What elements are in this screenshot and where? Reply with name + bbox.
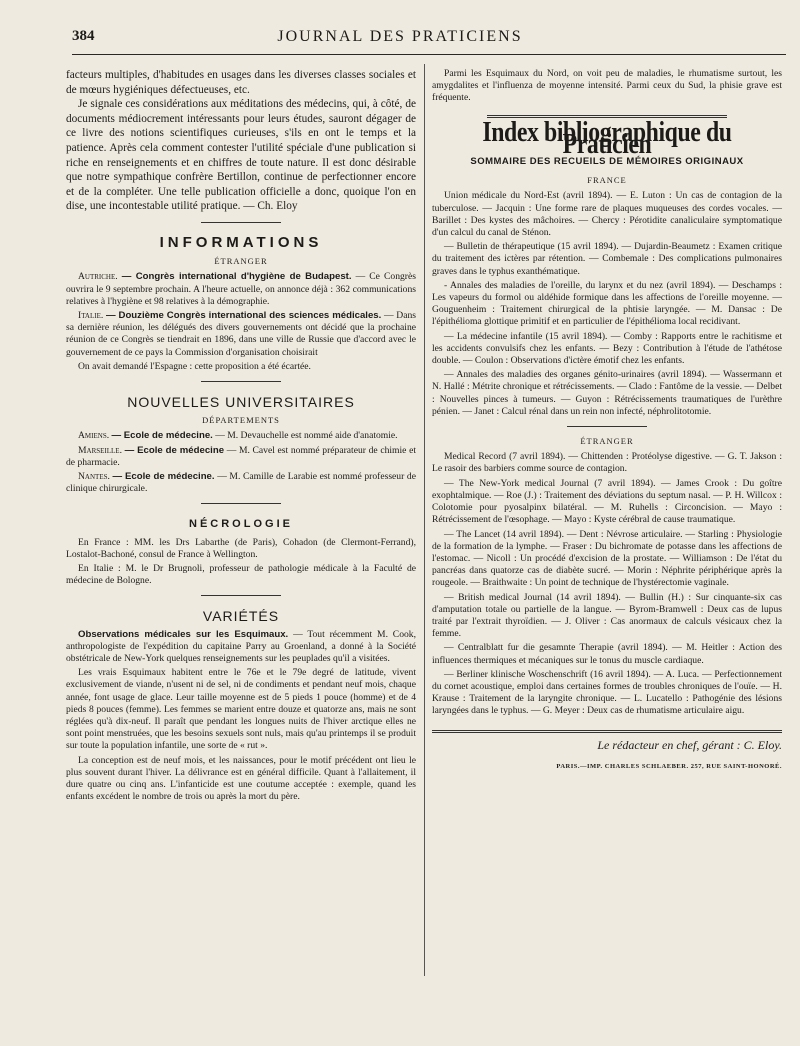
- index-entry: — British medical Journal (14 avril 1894). — Bullin (H.) : Sur cinquante-six cas d'amputation totale ou partielle de la langue. — Byrom-Bramwell : Deux cas de lupus traité par l'extrait thyroïdien. — J. Oliver : Cas anormaux de calculs vésicaux chez la femme.: [432, 591, 782, 640]
- journal-title: JOURNAL DES PRATICIENS: [277, 28, 523, 45]
- varietes-paragraph-2: Les vrais Esquimaux habitent entre le 76e et le 79e degré de latitude, vivent exclusivement de viande, n'usent ni de sel, ni de condiments et pendant neuf mois, chaque année, font usage de glace. Leur taille moyenne est de 5 pieds 1 pouce (homme) et de 4 pieds 8 pouces (femme). Les femmes se marient entre douze et quatorze ans, mais ne sont réglées qu'à dix-neuf. Il paraît que pendant les longues nuits de l'hiver arctique elles ne sont point menstruées, que les besoins sexuels sont nuls, mais qu'au printemps il se produit sur toute la population infantile, une sorte de « rut ».: [66, 667, 416, 752]
- news-autriche: Autriche. — Congrès international d'hygiène de Budapest. — Ce Congrès ouvrira le 9 septembre prochain. A l'heure actuelle, on annonce déjà : 362 communications relatives à l'hygiène et 98 relatives à la démographie.: [66, 271, 416, 307]
- index-entry: — The New-York medical Journal (7 avril 1894). — James Crook : Du goître exophtalmique. — Roe (J.) : Traitement des déviations du septum nasal. — P. H. Willcox : Colotomie pour pyosalpinx bilatéral. — M. Ruhells : Circoncision. — Mayo : Rétrécissement de l'œsophage. — Mayo : Kyste cérébral de cause traumatique.: [432, 477, 782, 526]
- necrologie-title: NÉCROLOGIE: [189, 518, 293, 531]
- editor-signature: Le rédacteur en chef, gérant : C. Eloy.: [597, 737, 782, 752]
- nouvelles-title: NOUVELLES UNIVERSITAIRES: [127, 393, 355, 410]
- sommaire-heading: SOMMAIRE DES RECUEILS DE MÉMOIRES ORIGINAUX: [470, 156, 744, 168]
- france-entries: [432, 190, 782, 418]
- section-rule: [201, 503, 281, 504]
- etranger-entries: [432, 451, 782, 717]
- informations-title: INFORMATIONS: [159, 233, 323, 251]
- index-title: Index bibliographique du Praticien: [482, 115, 732, 160]
- news-marseille: Marseille. — Ecole de médecine — M. Cavel est nommé préparateur de chimie et de pharmacie.: [66, 444, 416, 468]
- index-entry: — The Lancet (14 avril 1894). — Dent : Névrose articulaire. — Starling : Physiologie de la formation de la lymphe. — Fraser : Du bichromate de potasse dans les affections de l'estomac. — Nicoll : Un procédé d'excision de la prostate. — Williamson : De l'état du pancréas dans quatorze cas de diabète sucré. — Morin : Néphrite périphérique après la rougeole. — Braithwaite : Un point de technique de l'hystérectomie vaginale.: [432, 528, 782, 589]
- news-amiens: Amiens. — Ecole de médecine. — M. Devauchelle est nommé aide d'anatomie.: [78, 430, 398, 442]
- intro-paragraph-2: Je signale ces considérations aux méditations des médecins, qui, à côté, de documents médiocrement intéressants pour leurs études, sauront dégager de ce livre des notions scientifiques curieuses, s'ils en ont le temps et la patience. Après cela comment contester l'utilité spéciale d'une publication si riche en renseignements et en chiffres de toute nature. Il est donc désirable que notre sympathique confrère Bertillon, continue de perfectionner encore et de la compléter. Une telle publication officielle a donc, quoique l'on en dise, une incontestable utilité pratique. — Ch. Eloy: [66, 98, 416, 213]
- index-entry: — Annales des maladies des organes génito-urinaires (avril 1894). — Wassermann et N. Hallé : Métrite chronique et rétrécissements. — Clado : Fantôme de la vessie. — Delbet : Nouvelles pinces à tumeurs. — Guyon : Rétrécissements traumatiques de l'urèthre pénien. — Janet : Calcul rénal dans un rein non infecté, néphrolitotomie.: [432, 369, 782, 417]
- varietes-paragraph-3: La conception est de neuf mois, et les naissances, pour le motif précédent ont lieu le plus souvent durant l'hiver. La délivrance est en général difficile. Quant à l'allaitement, il dure quatre ou cinq ans. L'infanticide est une coutume acceptée : exemple, quand les enfants excédent le nombre de trois ou après la mort du père.: [66, 754, 416, 803]
- index-entry: Medical Record (7 avril 1894). — Chittenden : Protéolyse digestive. — G. T. Jakson : Le rasoir des barbiers comme source de contagion.: [432, 451, 782, 475]
- index-entry: — Berliner klinische Woschenschrift (16 avril 1894). — A. Luca. — Perfectionnement du cornet acoustique, emploi dans certaines formes de troubles chroniques de l'ouïe. — H. Krause : Traitement de la laryngite chronique. — L. Lucatello : Pathogénie des lésions laryngées dans le typhus. — G. Meyer : Deux cas de rhumatisme articulaire aigu.: [432, 668, 782, 717]
- necrologie-italie: En Italie : M. le Dr Brugnoli, professeur de pathologie médicale à la Faculté de médecine de Bologne.: [66, 563, 416, 587]
- section-rule: [201, 595, 281, 596]
- index-entry: — La médecine infantile (15 avril 1894). — Comby : Rapports entre le rachitisme et les accidents convulsifs chez les enfants. — Bezy : Contribution à l'étude de l'athétose double. — Coulon : Observations d'ictère émotif chez les enfants.: [432, 330, 782, 367]
- esquimaux-continuation: Parmi les Esquimaux du Nord, on voit peu de maladies, le rhumatisme surtout, les amygdalites et l'influenza de moyenne intensité. Parmi ceux du Sud, la phisie grave est fréquente.: [432, 68, 782, 104]
- printer-line: PARIS.—IMP. CHARLES SCHLAEBER. 257, RUE SAINT-HONORÉ.: [556, 762, 782, 770]
- news-italie: Italie. — Douzième Congrès international des sciences médicales. — Dans sa dernière réunion, les délégués des divers gouvernements ont décidé que la prochaine réunion de ce Congrès se tiendrait en 1896, dans une ville de Russie que d'accord avec le gouvernement de ce pays la Commission d'organisation choisirait: [66, 309, 416, 358]
- index-entry: — Centralblatt fur die gesamnte Therapie (avril 1894). — M. Heitler : Action des influences thermiques et mécaniques sur le tonus du muscle cardiaque.: [432, 642, 782, 666]
- etranger-heading: ÉTRANGER: [580, 436, 634, 447]
- intro-section: [66, 68, 416, 214]
- page-number: 384: [72, 28, 95, 44]
- left-column: [66, 68, 416, 805]
- informations-subtitle: ÉTRANGER: [214, 256, 268, 267]
- varietes-title: VARIÉTÉS: [202, 608, 280, 625]
- header-rule: [72, 54, 786, 55]
- column-divider: [424, 64, 425, 976]
- section-rule: [201, 222, 281, 223]
- section-rule: [567, 426, 647, 427]
- nouvelles-subtitle: DÉPARTEMENTS: [202, 415, 280, 426]
- news-nantes: Nantes. — Ecole de médecine. — M. Camille de Larabie est nommé professeur de clinique chirurgicale.: [66, 470, 416, 495]
- intro-paragraph-1: facteurs multiples, d'habitudes en usages dans les diverses classes sociales et de mœurs hygiéniques défectueuses, etc.: [66, 69, 416, 96]
- right-column: [432, 68, 782, 773]
- varietes-paragraph-1: Observations médicales sur les Esquimaux. — Tout récemment M. Cook, anthropologiste de l'expédition du capitaine Parry au Groenland, a donné à la Société obstétricale de New-York quelques renseignements sur les peuplades qu'il a visitées.: [66, 628, 416, 665]
- index-entry: - Annales des maladies de l'oreille, du larynx et du nez (avril 1894). — Deschamps : Les vapeurs du formol ou aldéhide formique dans les affections de l'oreille moyenne. — Gouguenheim : Traitement chirurgical de la phtisie laryngée. — M. Dansac : De l'épithélioma glottique primitif et en particulier de l'épithélioma local recidivant.: [432, 279, 782, 328]
- footer-rule: [432, 730, 782, 733]
- section-rule: [201, 381, 281, 382]
- necrologie-france: En France : MM. les Drs Labarthe (de Paris), Cohadon (de Clermont-Ferrand), Lostalot-Bachoné, consul de France à Wellington.: [66, 536, 416, 560]
- news-espagne: On avait demandé l'Espagne : cette proposition a été écartée.: [78, 360, 311, 372]
- france-heading: FRANCE: [587, 175, 627, 186]
- index-entry: Union médicale du Nord-Est (avril 1894). — E. Luton : Un cas de contagion de la tuberculose. — Jacquin : Une forme rare de plaques muqueuses des cordes vocales. — Barillet : Des kystes des mâchoires. — Chercy : Pérotidite canaliculaire symptomatique d'un calcul du canal de Sténon.: [432, 190, 782, 239]
- index-entry: — Bulletin de thérapeutique (15 avril 1894). — Dujardin-Beaumetz : Examen critique du traitement des ictères par rétention. — Combemale : Des complications pulmonaires graves dans le typhus exanthématique.: [432, 241, 782, 277]
